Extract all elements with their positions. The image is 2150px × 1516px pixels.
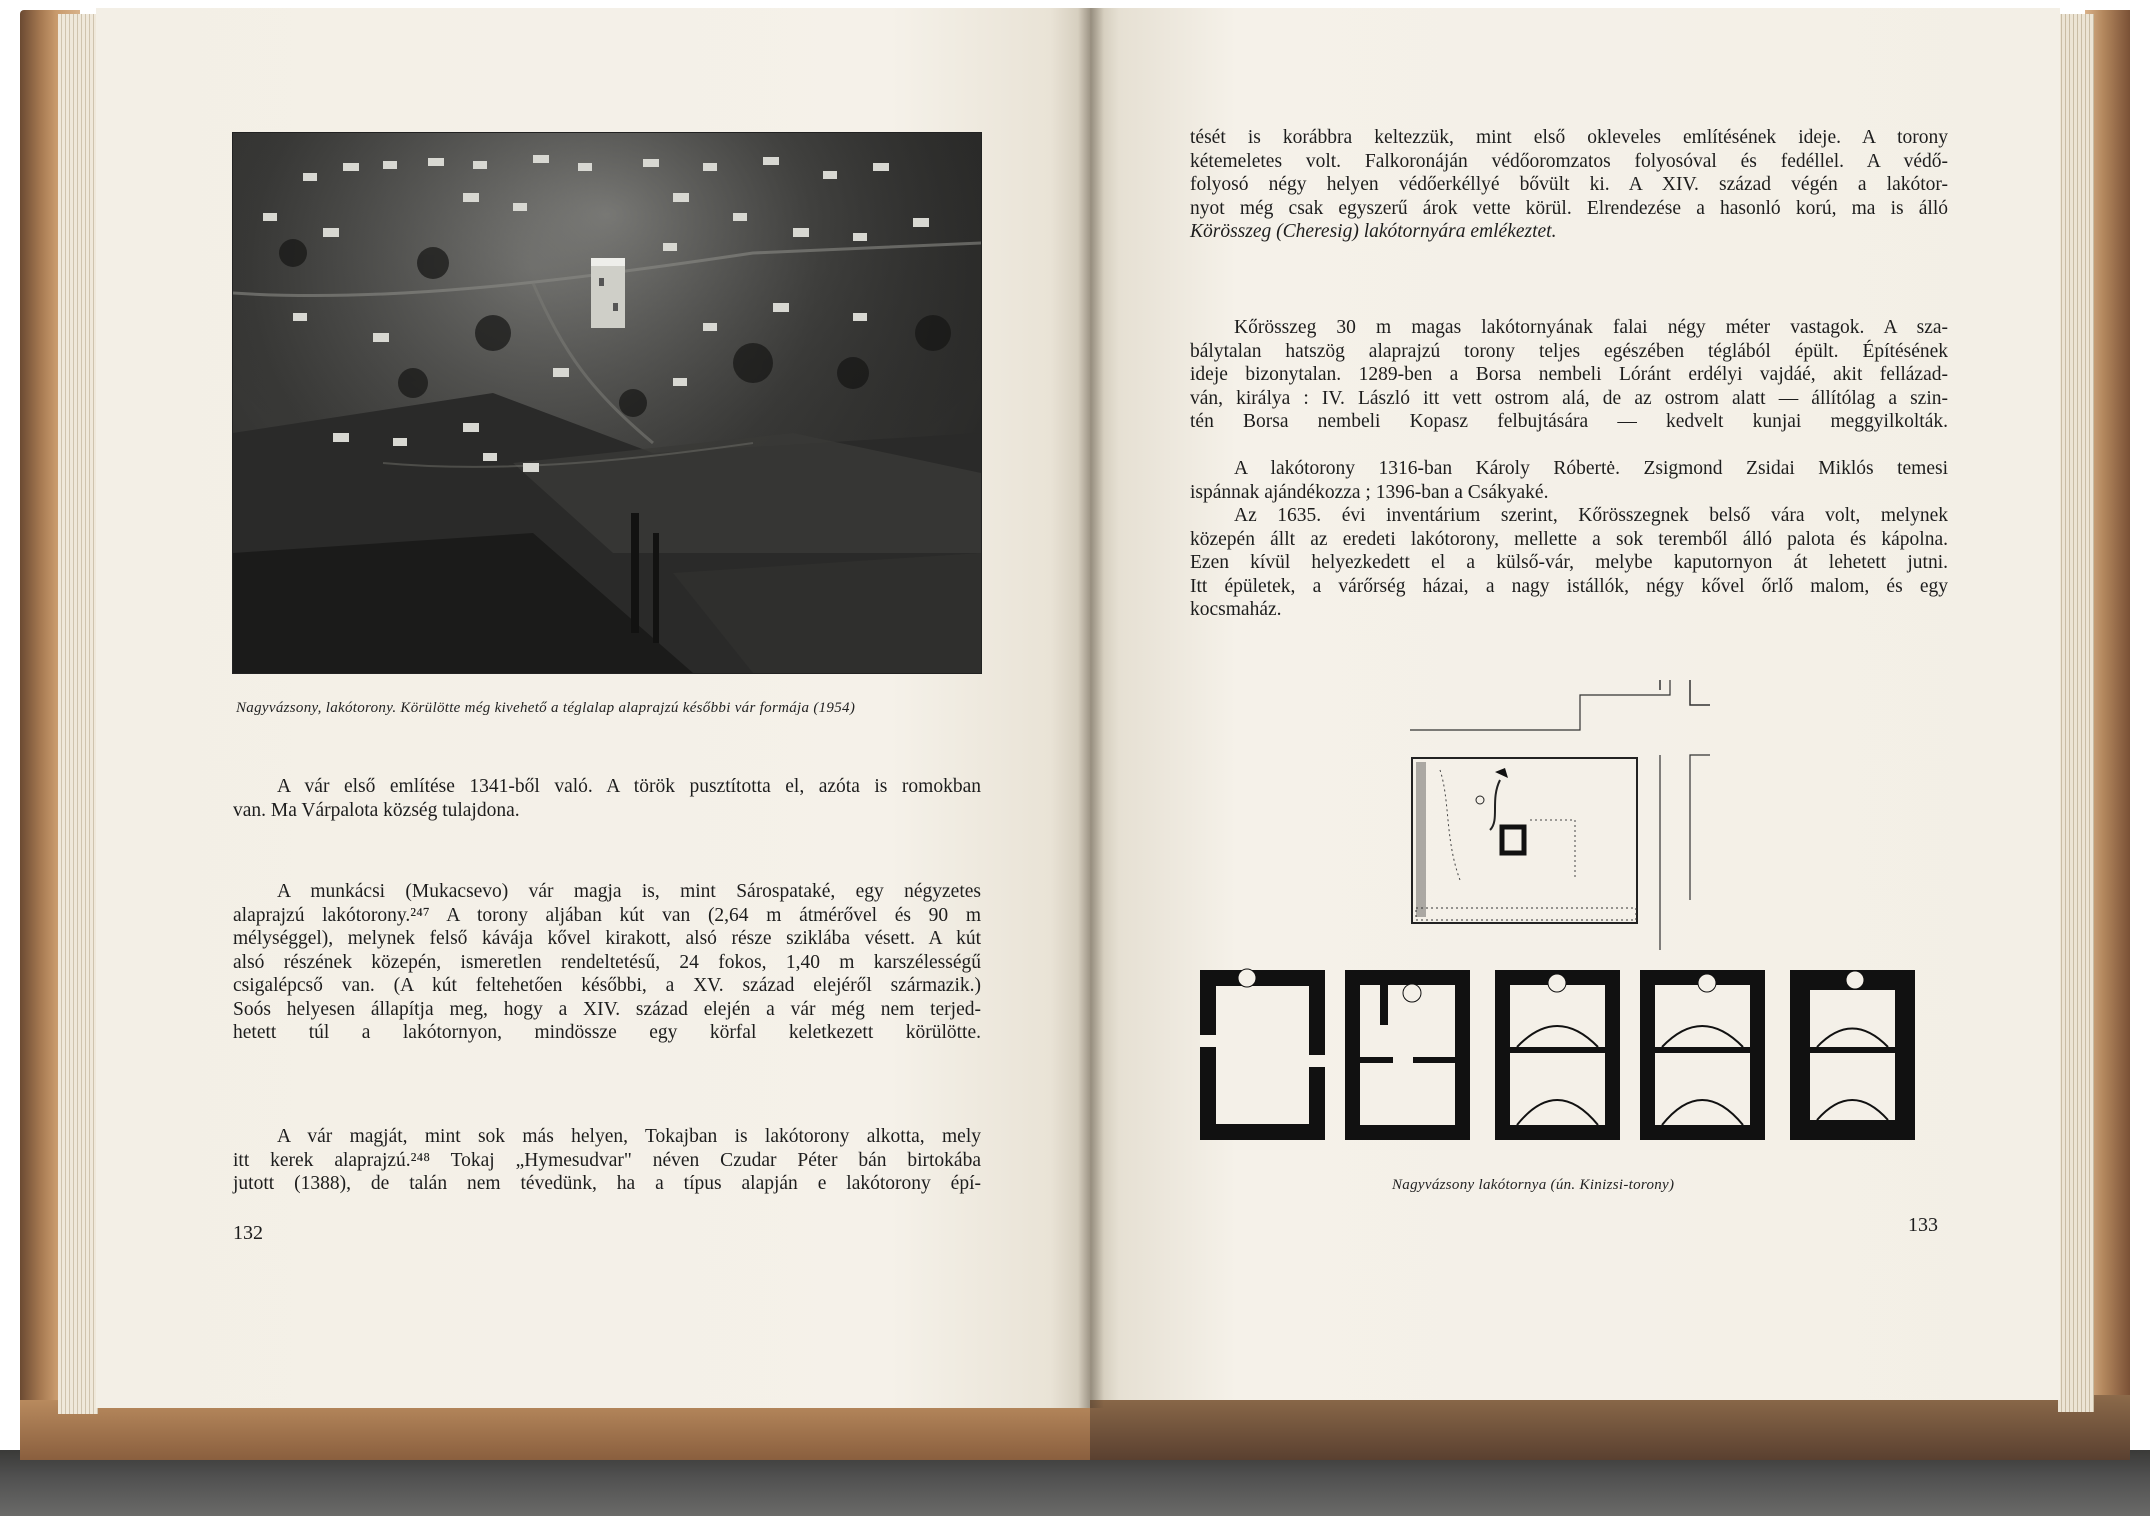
floor-plan-1 bbox=[1200, 969, 1325, 1140]
floor-plan-4 bbox=[1640, 970, 1765, 1140]
floor-plan-5 bbox=[1790, 970, 1915, 1140]
right-paragraph-3: A lakótorony 1316-ban Károly Róbertė. Zsigmond Zsidai Miklós temesi ispánnak ajándékozza ; 1396-ban a Csákyaké. bbox=[1190, 458, 1948, 503]
book-cover-left-bottom bbox=[20, 1400, 1090, 1460]
left-paragraph-1: A vár első említése 1341-ből való. A török pusztította el, azóta is romokban van. Ma Várpalota község tulajdona. bbox=[233, 776, 981, 821]
page-stack-right bbox=[2058, 14, 2094, 1412]
left-paragraph-2: A munkácsi (Mukacsevo) vár magja is, mint Sárospataké, egy négyzetes alaprajzú lakótorony.²⁴⁷ A torony aljában kút van (2,64 m átmérővel és 90 m mélységgel), melynek felső kávája kővel kirakott, alsó része sziklába vésett. A kút alsó részének közepén, ismeretlen rendeltetésű, 24 fokos, 1,40 m karszélességű csigalépcső van. (A kút feltehetően későbbi, a XV. század elejéről származik.) Soós helyesen állapítja meg, hogy a XIV. század elején a vár még nem terjed- hetett túl a lakótornyon, mindössze egy körfal keletkezett körülötte. bbox=[233, 881, 981, 1043]
right-paragraph-2: Kőrösszeg 30 m magas lakótornyának falai négy méter vastagok. A sza- bálytalan hatszög alaprajzú torony teljes egészében téglából épült. Építésének ideje bizonytalan. 1289-ben a Borsa nembeli Lóránt erdélyi vajdáé, akit fellázad- ván, királya : IV. László itt vett ostrom alá, de az ostrom alatt — állítólag a szin- tén Borsa nembeli Kopasz felbujtására — kedvelt kunjai meggyilkolták. bbox=[1190, 317, 1948, 432]
right-paragraph-1: tését is korábbra keltezzük, mint első okleveles említésének ideje. A torony kétemeletes volt. Falkoronáján védőoromzatos folyosóval és fedéllel. A védő- folyosó négy helyen védőerkéllyé bővült ki. A XIV. század végén a lakótor- nyot még csak egyszerű árok vette körül. Elrendezése a hasonló korú, ma is álló Körösszeg (Cheresig) lakótornyára emlékeztet. bbox=[1190, 127, 1948, 242]
book-gutter bbox=[1078, 8, 1104, 1408]
photo-caption: Nagyvázsony, lakótorony. Körülötte még kivehető a téglalap alaprajzú későbbi vár formája (1954) bbox=[236, 700, 856, 716]
aerial-photo-nagyvazsony bbox=[232, 132, 982, 674]
page-number-right: 133 bbox=[1908, 1214, 1938, 1236]
book-cover-right-bottom bbox=[1090, 1395, 2130, 1460]
site-plan-drawing bbox=[1400, 680, 1940, 950]
floor-plan-caption: Nagyvázsony lakótornya (ún. Kinizsi-torony) bbox=[1392, 1177, 1675, 1193]
floor-plan-2 bbox=[1345, 970, 1470, 1140]
floor-plan-3 bbox=[1495, 970, 1620, 1140]
left-paragraph-3: A vár magját, mint sok más helyen, Tokajban is lakótorony alkotta, mely itt kerek alaprajzú.²⁴⁸ Tokaj „Hymesudvar" néven Czudar Péter bán birtokába jutott (1388), de talán nem tévedünk, ha a típus alapján e lakótorony épí- bbox=[233, 1126, 981, 1194]
floor-plans-drawing bbox=[1195, 965, 1935, 1150]
right-paragraph-4: Az 1635. évi inventárium szerint, Kőrösszegnek belső vára volt, melynek közepén állt az eredeti lakótorony, mellette a sok teremből álló palota és kápolna. Ezen kívül helyezkedett el a külső-vár, melybe kaputornyon át lehetett jutni. Itt épületek, a várőrség házai, a nagy istállók, négy kővel őrlő malom, és egy kocsmaház. bbox=[1190, 505, 1948, 620]
page-number-left: 132 bbox=[233, 1222, 263, 1244]
page-stack-left bbox=[58, 14, 98, 1414]
